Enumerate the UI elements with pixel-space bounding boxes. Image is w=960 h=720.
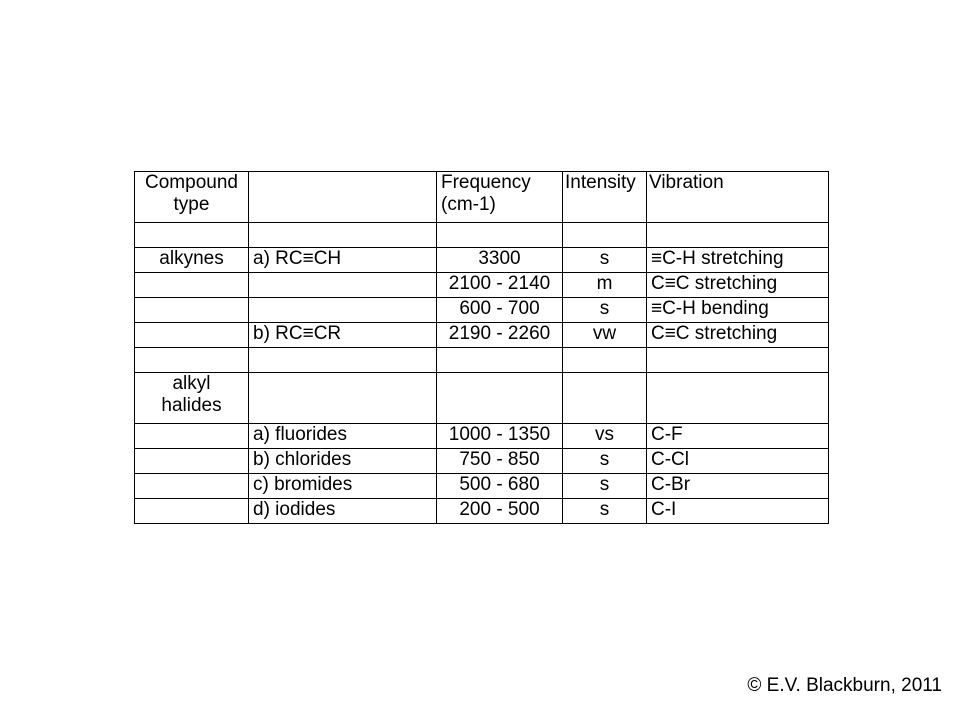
table-row <box>135 449 829 474</box>
group-alkyl-halides-line1: alkyl <box>172 373 211 394</box>
group-cell-empty <box>135 323 249 348</box>
group-cell-empty <box>135 424 249 449</box>
table-row <box>135 424 829 449</box>
header-frequency-line2: (cm-1) <box>441 194 496 215</box>
table-row <box>135 323 829 348</box>
formula-cell: a) fluorides <box>249 424 437 449</box>
table-row <box>135 298 829 323</box>
spacer-cell <box>249 348 437 373</box>
formula-cell <box>249 373 437 424</box>
vibration-cell: C≡C stretching <box>647 273 829 298</box>
header-empty <box>249 172 437 223</box>
group-alkynes: alkynes <box>135 248 249 273</box>
intensity-cell <box>563 373 647 424</box>
group-alkyl-halides-line2: halides <box>161 395 222 416</box>
intensity-cell: s <box>563 248 647 273</box>
intensity-cell: s <box>563 474 647 499</box>
formula-cell <box>249 298 437 323</box>
table-row <box>135 474 829 499</box>
group-cell-empty <box>135 298 249 323</box>
intensity-cell: vw <box>563 323 647 348</box>
header-frequency-line1: Frequency <box>441 172 531 193</box>
header-compound-type <box>135 172 249 223</box>
table-row <box>135 273 829 298</box>
frequency-cell <box>437 373 563 424</box>
frequency-cell: 1000 - 1350 <box>437 424 563 449</box>
intensity-cell: m <box>563 273 647 298</box>
formula-cell: d) iodides <box>249 499 437 524</box>
vibration-cell: C-I <box>647 499 829 524</box>
intensity-cell: vs <box>563 424 647 449</box>
intensity-cell: s <box>563 449 647 474</box>
formula-cell: c) bromides <box>249 474 437 499</box>
header-intensity: Intensity <box>563 172 647 223</box>
frequency-cell: 500 - 680 <box>437 474 563 499</box>
spacer-cell <box>647 348 829 373</box>
vibration-cell: ≡C-H stretching <box>647 248 829 273</box>
spacer-cell <box>135 223 249 248</box>
spacer-cell <box>563 223 647 248</box>
header-vibration: Vibration <box>647 172 829 223</box>
frequency-cell: 200 - 500 <box>437 499 563 524</box>
copyright-notice: © E.V. Blackburn, 2011 <box>747 675 942 696</box>
table-row <box>135 373 829 424</box>
frequency-cell: 750 - 850 <box>437 449 563 474</box>
spacer-cell <box>647 223 829 248</box>
vibration-cell: C-F <box>647 424 829 449</box>
frequency-cell: 600 - 700 <box>437 298 563 323</box>
spacer-cell <box>437 223 563 248</box>
formula-cell: b) chlorides <box>249 449 437 474</box>
table-header-row <box>135 172 829 223</box>
formula-cell <box>249 273 437 298</box>
vibration-cell <box>647 373 829 424</box>
intensity-cell: s <box>563 298 647 323</box>
group-cell-empty <box>135 273 249 298</box>
table-spacer-row <box>135 223 829 248</box>
group-cell-empty <box>135 499 249 524</box>
frequency-cell: 3300 <box>437 248 563 273</box>
table-row <box>135 248 829 273</box>
header-compound-type-line1: Compound <box>145 172 238 193</box>
table-spacer-row <box>135 348 829 373</box>
formula-cell: b) RC≡CR <box>249 323 437 348</box>
header-compound-type-line2: type <box>173 194 210 215</box>
frequency-cell: 2190 - 2260 <box>437 323 563 348</box>
table-row <box>135 499 829 524</box>
formula-cell: a) RC≡CH <box>249 248 437 273</box>
ir-frequency-table <box>134 171 829 524</box>
spacer-cell <box>135 348 249 373</box>
header-frequency <box>437 172 563 223</box>
vibration-cell: C-Br <box>647 474 829 499</box>
spacer-cell <box>437 348 563 373</box>
spacer-cell <box>563 348 647 373</box>
frequency-cell: 2100 - 2140 <box>437 273 563 298</box>
group-cell-empty <box>135 449 249 474</box>
vibration-cell: C-Cl <box>647 449 829 474</box>
vibration-cell: ≡C-H bending <box>647 298 829 323</box>
group-cell-empty <box>135 474 249 499</box>
spacer-cell <box>249 223 437 248</box>
vibration-cell: C≡C stretching <box>647 323 829 348</box>
group-alkyl-halides <box>135 373 249 424</box>
intensity-cell: s <box>563 499 647 524</box>
